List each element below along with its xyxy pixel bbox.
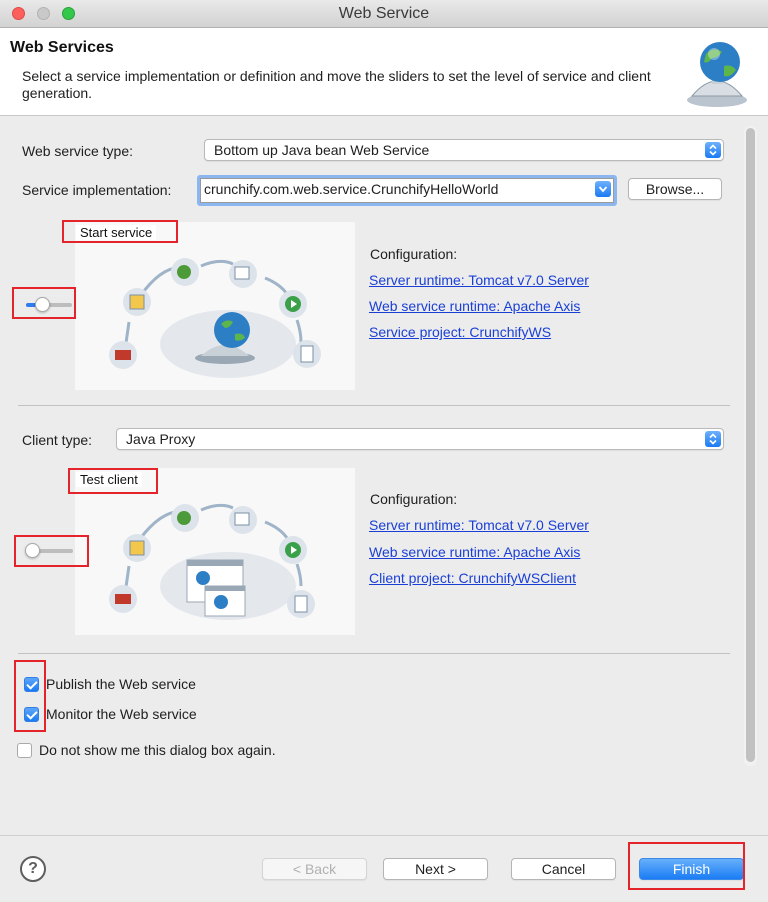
wizard-header [0,28,768,116]
section-divider [18,653,730,654]
section-divider [18,405,730,406]
service-level-label: Start service [76,225,156,240]
dont-show-again-checkbox[interactable] [17,743,32,758]
publish-label: Publish the Web service [46,676,196,692]
back-button[interactable]: < Back [262,858,367,880]
web-service-type-label: Web service type: [22,143,134,159]
client-configuration-title: Configuration: [370,491,458,507]
service-level-illustration [75,222,355,390]
next-button[interactable]: Next > [383,858,488,880]
client-level-slider-knob[interactable] [25,543,40,558]
service-level-slider-knob[interactable] [35,297,50,312]
web-service-type-select[interactable] [204,139,724,161]
monitor-label: Monitor the Web service [46,706,197,722]
page-description: Select a service implementation or definition and move the sliders to set the level of service and client generation. [22,68,651,101]
client-ws-runtime-link[interactable]: Web service runtime: Apache Axis [369,544,581,560]
monitor-checkbox[interactable] [24,707,39,722]
title-bar [0,0,768,28]
footer-divider [0,835,768,836]
service-implementation-value: crunchify.com.web.service.CrunchifyHelloWorld [204,181,499,197]
dont-show-again-label: Do not show me this dialog box again. [39,742,276,758]
service-implementation-combo[interactable] [197,175,617,206]
client-server-runtime-link[interactable]: Server runtime: Tomcat v7.0 Server [369,517,589,533]
client-type-select[interactable] [116,428,724,450]
chevron-updown-icon [705,142,721,158]
client-type-label: Client type: [22,432,93,448]
service-configuration-title: Configuration: [370,246,458,262]
client-type-value: Java Proxy [126,431,196,447]
browse-button[interactable]: Browse... [628,178,722,200]
client-project-link[interactable]: Client project: CrunchifyWSClient [369,570,576,586]
client-level-label: Test client [76,472,142,487]
vertical-scrollbar[interactable] [744,126,757,766]
web-service-globe-icon [684,36,750,108]
page-title: Web Services [10,39,114,56]
chevron-down-icon[interactable] [595,181,611,197]
finish-button[interactable]: Finish [639,858,744,880]
service-server-runtime-link[interactable]: Server runtime: Tomcat v7.0 Server [369,272,589,288]
service-implementation-label: Service implementation: [22,182,172,198]
chevron-updown-icon [705,431,721,447]
client-level-illustration [75,468,355,635]
publish-checkbox[interactable] [24,677,39,692]
web-service-type-value: Bottom up Java bean Web Service [214,142,430,158]
service-ws-runtime-link[interactable]: Web service runtime: Apache Axis [369,298,581,314]
service-lifecycle-diagram [75,222,355,390]
window-title: Web Service [338,5,430,22]
help-icon[interactable]: ? [20,856,46,882]
cancel-button[interactable]: Cancel [511,858,616,880]
scrollbar-thumb[interactable] [746,128,755,762]
client-lifecycle-diagram [75,468,355,635]
service-project-link[interactable]: Service project: CrunchifyWS [369,324,552,340]
